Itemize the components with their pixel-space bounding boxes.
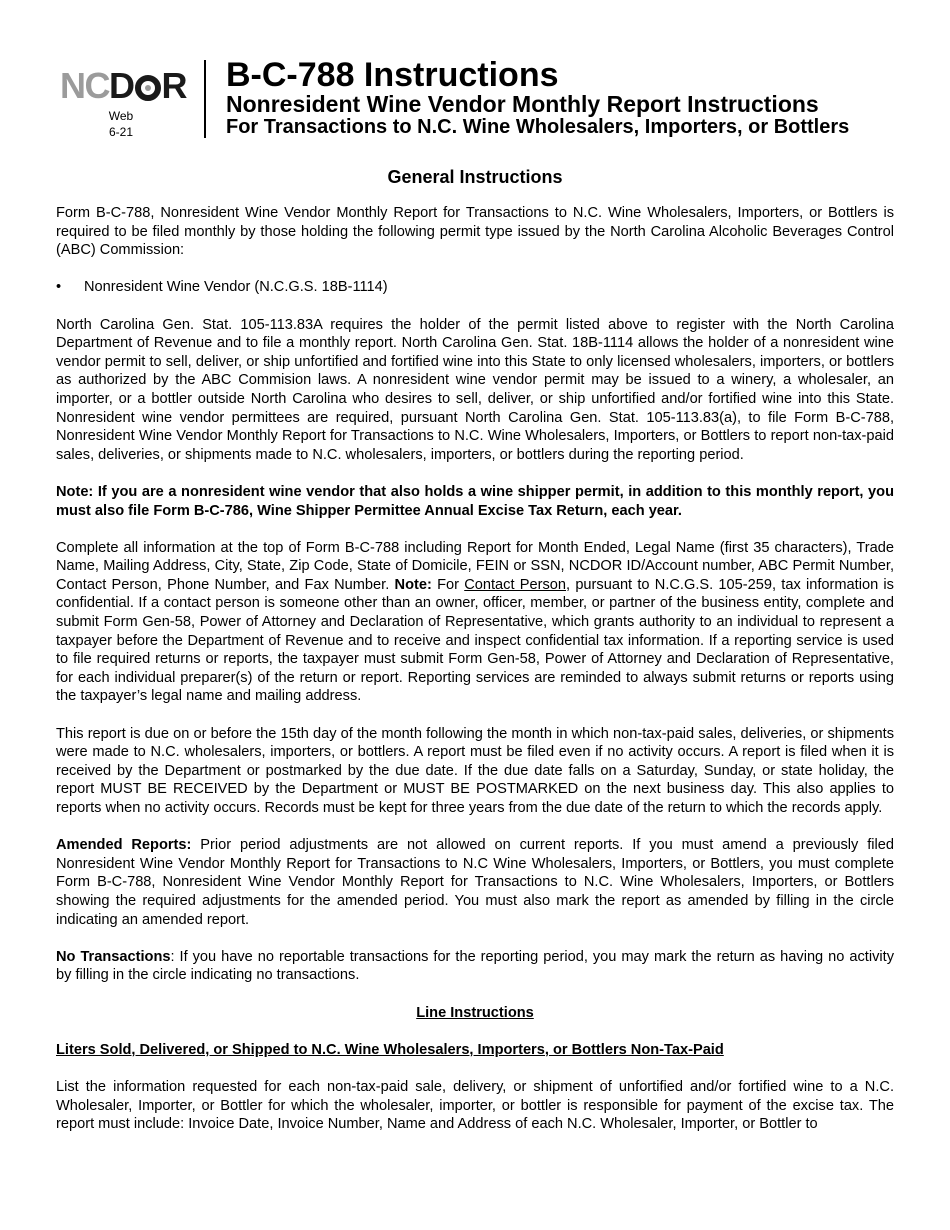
amended-reports-label: Amended Reports: (56, 837, 192, 854)
line-instructions-heading: Line Instructions (416, 1004, 534, 1021)
intro-paragraph: Form B-C-788, Nonresident Wine Vendor Monthly Report for Transactions to N.C. Wine Wholesalers, Importers, or Bottlers is required to be filed monthly by those holding the following permit type issued by the North Carolina Alcoholic Beverages Control (ABC) Commission: (56, 205, 894, 259)
permit-type-text: Nonresident Wine Vendor (N.C.G.S. 18B-1114) (84, 279, 388, 296)
logo-wordmark: NCD R (60, 65, 186, 106)
page-subtitle: Nonresident Wine Vendor Monthly Report Instructions (226, 91, 819, 117)
due-date-paragraph: This report is due on or before the 15th day of the month following the month in which non-tax-paid sales, deliveries, or shipments were made to N.C. wholesalers, importers, or bottlers. A report must be filed even if no activity occurs. A report is filed when it is received by the Department or postmarked by the due date. If the due date falls on a Saturday, Sunday, or state holiday, the report MUST BE RECEIVED by the Department or MUST BE POSTMARKED on the next business day. This also applies to reports when no activity occurs. Records must be kept for three years from the due date of the return to which the records apply. (56, 725, 894, 816)
ncdor-logo (56, 65, 188, 139)
complete-information-paragraph: Complete all information at the top of Form B-C-788 including Report for Month Ended, Legal Name (first 35 characters), Trade Name, Mailing Address, City, State, Zip Code, State of Domicile, FEIN or SSN, NCDOR ID/Account number, ABC Permit Number, Contact Person, Phone Number, and Fax Number. Note: For Contact Person, pursuant to N.C.G.S. 105-259, tax information is confidential. If a contact person is someone other than an owner, officer, member, or partner of the business entity, complete and submit Form Gen-58, Power of Attorney and Declaration of Representative, which grants authority to an individual to represent a taxpayer before the Department of Revenue and to receive and inspect confidential tax information. If a reporting service is used to file required returns or reports, the taxpayer must submit Form Gen-58, Power of Attorney and Declaration of Representative, for each individual preparer(s) of the return or report. Reporting services are reminded to always submit returns or reports using the taxpayer’s legal name and mailing address. (56, 539, 894, 705)
amended-reports-paragraph: Amended Reports: Prior period adjustments are not allowed on current reports. If you must amend a previously filed Nonresident Wine Vendor Monthly Report for Transactions to N.C Wine Wholesalers, Importers, or Bottlers, you must complete Form B-C-788, Nonresident Wine Vendor Monthly Report for Transactions to N.C. Wine Wholesalers, Importers, or Bottlers showing the required adjustments for the amended period. You must also mark the report as amended by filling in the circle indicating an amended report. (56, 837, 894, 928)
header-titles (226, 58, 849, 139)
permit-type-list-item (56, 278, 894, 297)
logo-ring-icon (135, 75, 161, 101)
general-instructions-heading: General Instructions (387, 167, 563, 187)
bullet-icon: • (56, 279, 62, 296)
contact-person-term: Contact Person (464, 576, 567, 593)
page-subtitle-2: For Transactions to N.C. Wine Wholesalers, Importers, or Bottlers (226, 116, 850, 138)
form-version-label: Web (108, 109, 134, 123)
wine-shipper-note: Note: If you are a nonresident wine vendor that also holds a wine shipper permit, in addition to this monthly report, you must also file Form B-C-786, Wine Shipper Permittee Annual Excise Tax Return, each year. (56, 483, 894, 519)
note-label: Note: (394, 576, 432, 593)
no-transactions-label: No Transactions (56, 948, 171, 965)
header-divider (204, 60, 206, 138)
page-title: B-C-788 Instructions (226, 56, 559, 94)
no-transactions-paragraph: No Transactions: If you have no reportable transactions for the reporting period, you may mark the return as having no activity by filling in the circle indicating no transactions. (56, 948, 894, 984)
liters-sold-subheading: Liters Sold, Delivered, or Shipped to N.C. Wine Wholesalers, Importers, or Bottlers Non-Tax-Paid (56, 1041, 724, 1058)
line-instructions-paragraph: List the information requested for each non-tax-paid sale, delivery, or shipment of unfortified and/or fortified wine to a N.C. Wholesaler, Importer, or Bottler for which the wholesaler, importer, or bottler is responsible for payment of the excise tax. The report must include: Invoice Date, Invoice Number, Name and Address of each N.C. Wholesaler, Importer, or Bottler to (56, 1078, 894, 1133)
form-version-date: 6-21 (108, 125, 134, 139)
document-header (56, 58, 906, 144)
document-body (56, 166, 894, 1152)
statute-paragraph: North Carolina Gen. Stat. 105-113.83A requires the holder of the permit listed above to register with the North Carolina Department of Revenue and to file a monthly report. North Carolina Gen. Stat. 18B-1114 allows the holder of a nonresident wine vendor permit to sell, deliver, or ship unfortified and fortified wine into this State to only licensed wholesalers, importers, or bottlers as authorized by the ABC Commision laws. A nonresident wine vendor permit may be issued to a winery, a wholesaler, an importer, or a bottler outside North Carolina who desires to sell, deliver, or ship unfortified and/or fortified wine into this State. Nonresident wine vendor permittees are required, pursuant North Carolina Gen. Stat. 105-113.83(a), to file Form B-C-788, Nonresident Wine Vendor Monthly Report for Transactions to N.C. Wine Wholesalers, Importers, or Bottlers to report non-tax-paid sales, deliveries, or shipments made to N.C. wholesalers, importers, or bottlers during the reporting period. (56, 316, 894, 463)
